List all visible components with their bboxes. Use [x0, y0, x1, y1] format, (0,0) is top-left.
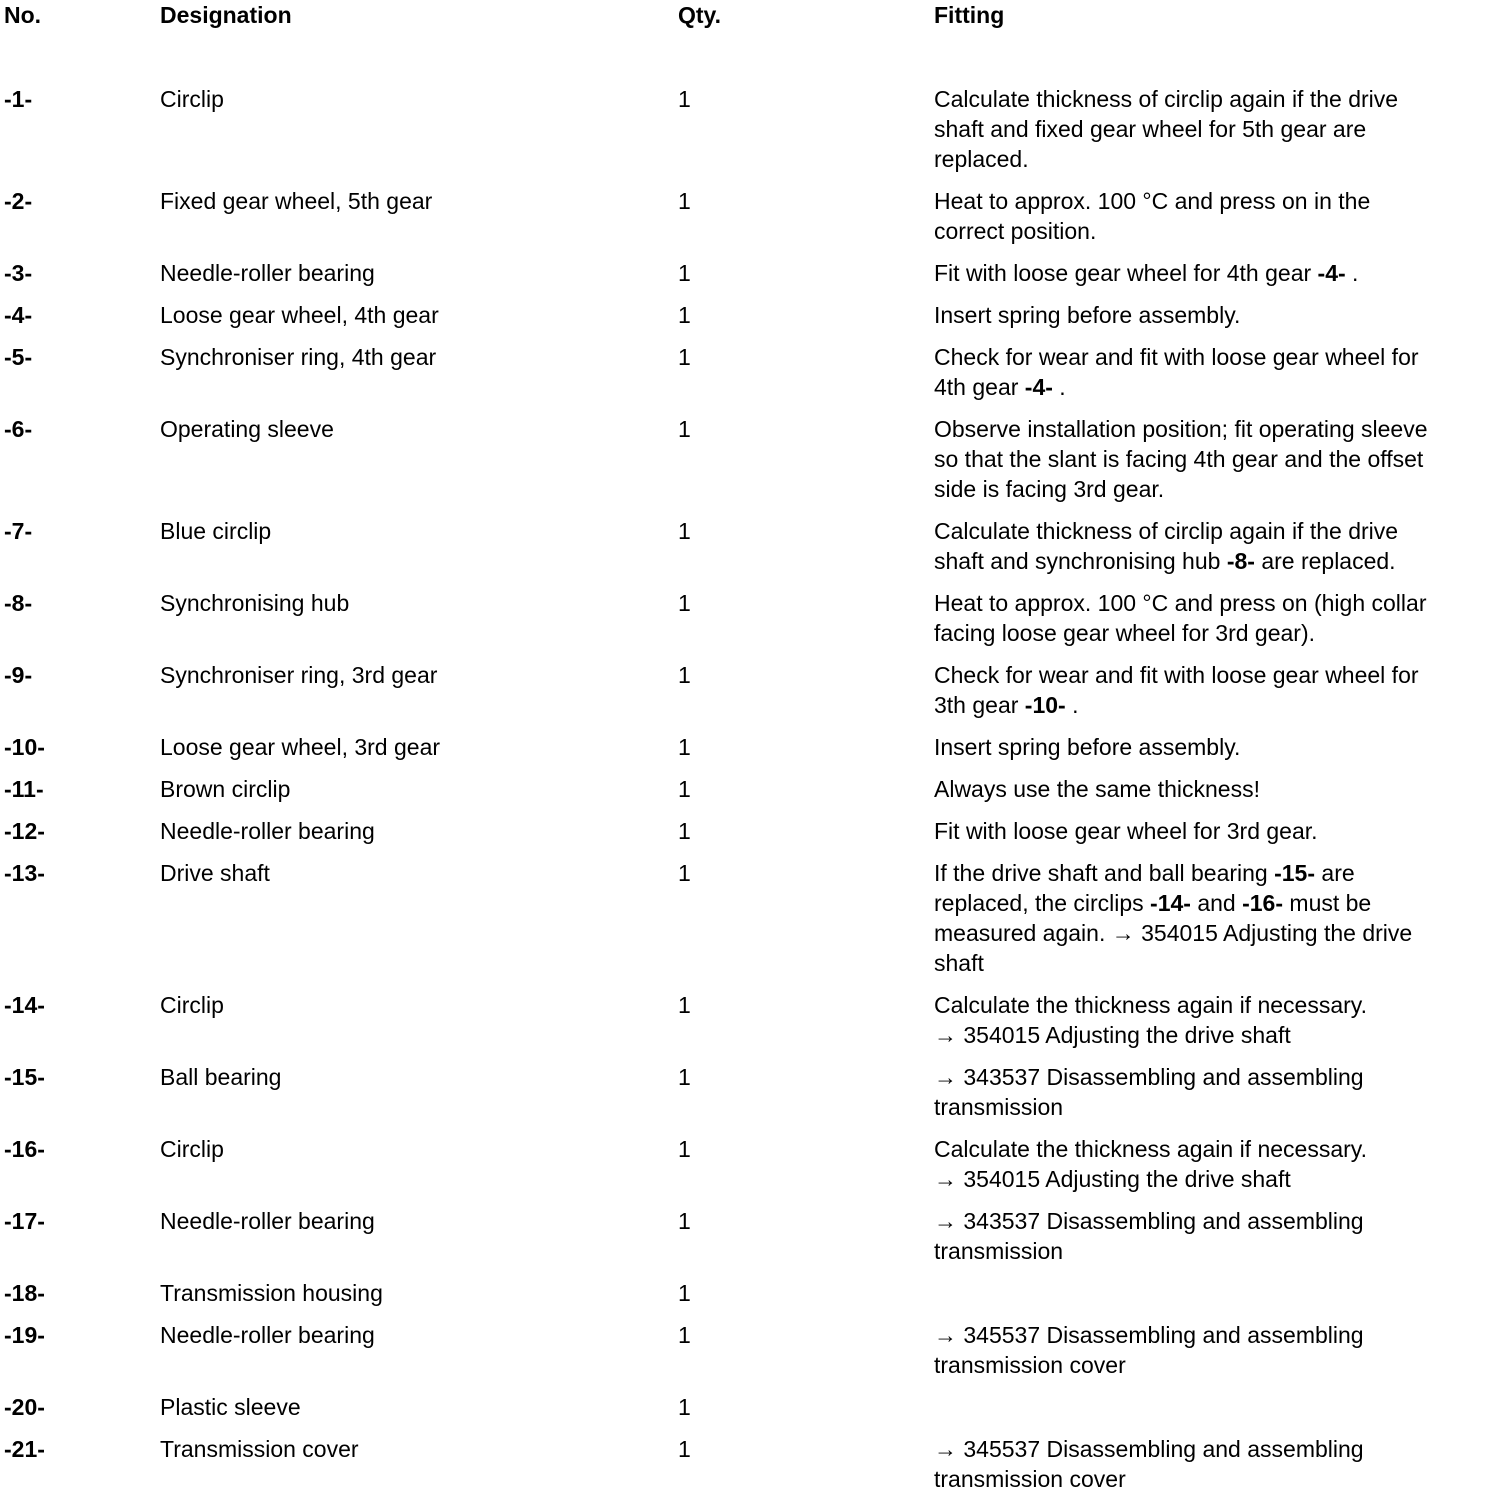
item-fitting — [934, 1206, 1502, 1266]
fitting-line: Check for wear and fit with loose gear wheel for — [934, 344, 1419, 370]
fitting-line: measured again. → 354015 Adjusting the drive — [934, 920, 1413, 946]
table-row — [0, 660, 1504, 720]
item-fitting — [934, 300, 1502, 330]
fitting-line: transmission cover — [934, 1466, 1126, 1492]
item-fitting — [934, 660, 1502, 720]
table-row — [0, 1062, 1504, 1122]
fitting-line: → 354015 Adjusting the drive shaft — [934, 1166, 1291, 1192]
item-fitting — [934, 990, 1502, 1050]
fitting-line: shaft — [934, 950, 984, 976]
fitting-line: Calculate the thickness again if necessary. — [934, 1136, 1367, 1162]
fitting-line: Fit with loose gear wheel for 3rd gear. — [934, 818, 1318, 844]
item-designation: Plastic sleeve — [160, 1394, 301, 1420]
item-designation: Drive shaft — [160, 860, 270, 886]
item-quantity: 1 — [678, 1436, 691, 1462]
item-quantity: 1 — [678, 518, 691, 544]
item-quantity: 1 — [678, 776, 691, 802]
item-designation: Needle-roller bearing — [160, 1208, 375, 1234]
item-designation: Circlip — [160, 86, 224, 112]
item-number: -20- — [4, 1394, 45, 1420]
item-number: -4- — [4, 302, 33, 328]
fitting-line: → 343537 Disassembling and assembling — [934, 1064, 1364, 1090]
fitting-line: side is facing 3rd gear. — [934, 476, 1165, 502]
item-quantity: 1 — [678, 1394, 691, 1420]
item-fitting — [934, 858, 1502, 978]
item-quantity: 1 — [678, 188, 691, 214]
table-row — [0, 516, 1504, 576]
item-number: -18- — [4, 1280, 45, 1306]
item-number: -9- — [4, 662, 33, 688]
item-fitting — [934, 84, 1502, 174]
fitting-line: shaft and fixed gear wheel for 5th gear are — [934, 116, 1367, 142]
item-number: -6- — [4, 416, 33, 442]
item-quantity: 1 — [678, 1208, 691, 1234]
fitting-line: correct position. — [934, 218, 1097, 244]
item-designation: Fixed gear wheel, 5th gear — [160, 188, 433, 214]
item-fitting — [934, 186, 1502, 246]
item-fitting — [934, 1320, 1502, 1380]
fitting-line: transmission — [934, 1238, 1064, 1264]
fitting-line: → 345537 Disassembling and assembling — [934, 1322, 1364, 1348]
fitting-line: Calculate thickness of circlip again if the drive — [934, 518, 1399, 544]
item-quantity: 1 — [678, 1322, 691, 1348]
fitting-line: Heat to approx. 100 °C and press on in the — [934, 188, 1371, 214]
item-fitting — [934, 588, 1502, 648]
item-fitting — [934, 1062, 1502, 1122]
table-row — [0, 342, 1504, 402]
item-number: -13- — [4, 860, 45, 886]
item-number: -11- — [4, 776, 44, 802]
item-designation: Brown circlip — [160, 776, 291, 802]
fitting-line: Insert spring before assembly. — [934, 302, 1241, 328]
fitting-line: 3th gear -10- . — [934, 692, 1079, 718]
fitting-line: If the drive shaft and ball bearing -15- are — [934, 860, 1355, 886]
item-designation: Synchroniser ring, 3rd gear — [160, 662, 438, 688]
item-number: -8- — [4, 590, 33, 616]
fitting-line: Always use the same thickness! — [934, 776, 1260, 802]
table-row — [0, 816, 1504, 846]
header-designation: Designation — [160, 2, 292, 28]
item-quantity: 1 — [678, 260, 691, 286]
fitting-line: Calculate the thickness again if necessary. — [934, 992, 1367, 1018]
item-quantity: 1 — [678, 302, 691, 328]
table-row — [0, 300, 1504, 330]
item-designation: Transmission cover — [160, 1436, 359, 1462]
table-row — [0, 774, 1504, 804]
item-designation: Circlip — [160, 1136, 224, 1162]
item-number: -15- — [4, 1064, 45, 1090]
item-quantity: 1 — [678, 590, 691, 616]
table-row — [0, 990, 1504, 1050]
item-designation: Synchroniser ring, 4th gear — [160, 344, 437, 370]
item-designation: Loose gear wheel, 3rd gear — [160, 734, 441, 760]
item-number: -1- — [4, 86, 33, 112]
fitting-line: Insert spring before assembly. — [934, 734, 1241, 760]
fitting-line: facing loose gear wheel for 3rd gear). — [934, 620, 1315, 646]
item-fitting — [934, 816, 1502, 846]
item-designation: Transmission housing — [160, 1280, 383, 1306]
fitting-line: Heat to approx. 100 °C and press on (high collar — [934, 590, 1427, 616]
item-quantity: 1 — [678, 662, 691, 688]
item-designation: Needle-roller bearing — [160, 260, 375, 286]
header-qty: Qty. — [678, 2, 722, 28]
fitting-line: replaced, the circlips -14- and -16- must be — [934, 890, 1372, 916]
table-row — [0, 258, 1504, 288]
item-quantity: 1 — [678, 1136, 691, 1162]
item-quantity: 1 — [678, 734, 691, 760]
item-number: -21- — [4, 1436, 45, 1462]
item-quantity: 1 — [678, 1064, 691, 1090]
item-designation: Blue circlip — [160, 518, 272, 544]
item-number: -17- — [4, 1208, 45, 1234]
table-row — [0, 1434, 1504, 1494]
table-row — [0, 84, 1504, 174]
item-quantity: 1 — [678, 818, 691, 844]
table-row — [0, 1206, 1504, 1266]
item-number: -5- — [4, 344, 33, 370]
fitting-line: → 354015 Adjusting the drive shaft — [934, 1022, 1291, 1048]
item-fitting — [934, 342, 1502, 402]
item-quantity: 1 — [678, 860, 691, 886]
item-number: -12- — [4, 818, 45, 844]
item-quantity: 1 — [678, 344, 691, 370]
fitting-line: → 343537 Disassembling and assembling — [934, 1208, 1364, 1234]
item-number: -16- — [4, 1136, 45, 1162]
item-fitting — [934, 1434, 1502, 1494]
item-designation: Needle-roller bearing — [160, 818, 375, 844]
table-row — [0, 1320, 1504, 1380]
item-fitting — [934, 414, 1502, 504]
table-header — [0, 0, 1504, 42]
item-designation: Operating sleeve — [160, 416, 334, 442]
table-row — [0, 858, 1504, 978]
fitting-line: → 345537 Disassembling and assembling — [934, 1436, 1364, 1462]
table-row — [0, 186, 1504, 246]
item-number: -7- — [4, 518, 33, 544]
item-fitting — [934, 258, 1502, 288]
table-row — [0, 1134, 1504, 1194]
fitting-line: transmission cover — [934, 1352, 1126, 1378]
table-row — [0, 732, 1504, 762]
fitting-line: shaft and synchronising hub -8- are replaced. — [934, 548, 1396, 574]
header-no: No. — [4, 2, 42, 28]
table-row — [0, 1278, 1504, 1308]
item-quantity: 1 — [678, 416, 691, 442]
item-quantity: 1 — [678, 1280, 691, 1306]
item-designation: Circlip — [160, 992, 224, 1018]
table-row — [0, 588, 1504, 648]
item-number: -14- — [4, 992, 45, 1018]
fitting-line: Fit with loose gear wheel for 4th gear -4- . — [934, 260, 1359, 286]
fitting-line: Observe installation position; fit operating sleeve — [934, 416, 1428, 442]
item-number: -2- — [4, 188, 33, 214]
item-number: -10- — [4, 734, 45, 760]
header-fitting: Fitting — [934, 2, 1005, 28]
table-row — [0, 1392, 1504, 1422]
item-fitting — [934, 732, 1502, 762]
item-fitting — [934, 774, 1502, 804]
fitting-line: transmission — [934, 1094, 1064, 1120]
item-designation: Ball bearing — [160, 1064, 282, 1090]
fitting-line: Check for wear and fit with loose gear wheel for — [934, 662, 1419, 688]
item-fitting — [934, 516, 1502, 576]
fitting-line: so that the slant is facing 4th gear and the offset — [934, 446, 1424, 472]
item-designation: Synchronising hub — [160, 590, 350, 616]
item-number: -3- — [4, 260, 33, 286]
item-designation: Needle-roller bearing — [160, 1322, 375, 1348]
item-quantity: 1 — [678, 86, 691, 112]
fitting-line: replaced. — [934, 146, 1029, 172]
fitting-line: 4th gear -4- . — [934, 374, 1066, 400]
item-designation: Loose gear wheel, 4th gear — [160, 302, 439, 328]
item-quantity: 1 — [678, 992, 691, 1018]
fitting-line: Calculate thickness of circlip again if the drive — [934, 86, 1399, 112]
item-fitting — [934, 1134, 1502, 1194]
table-row — [0, 414, 1504, 504]
item-number: -19- — [4, 1322, 45, 1348]
